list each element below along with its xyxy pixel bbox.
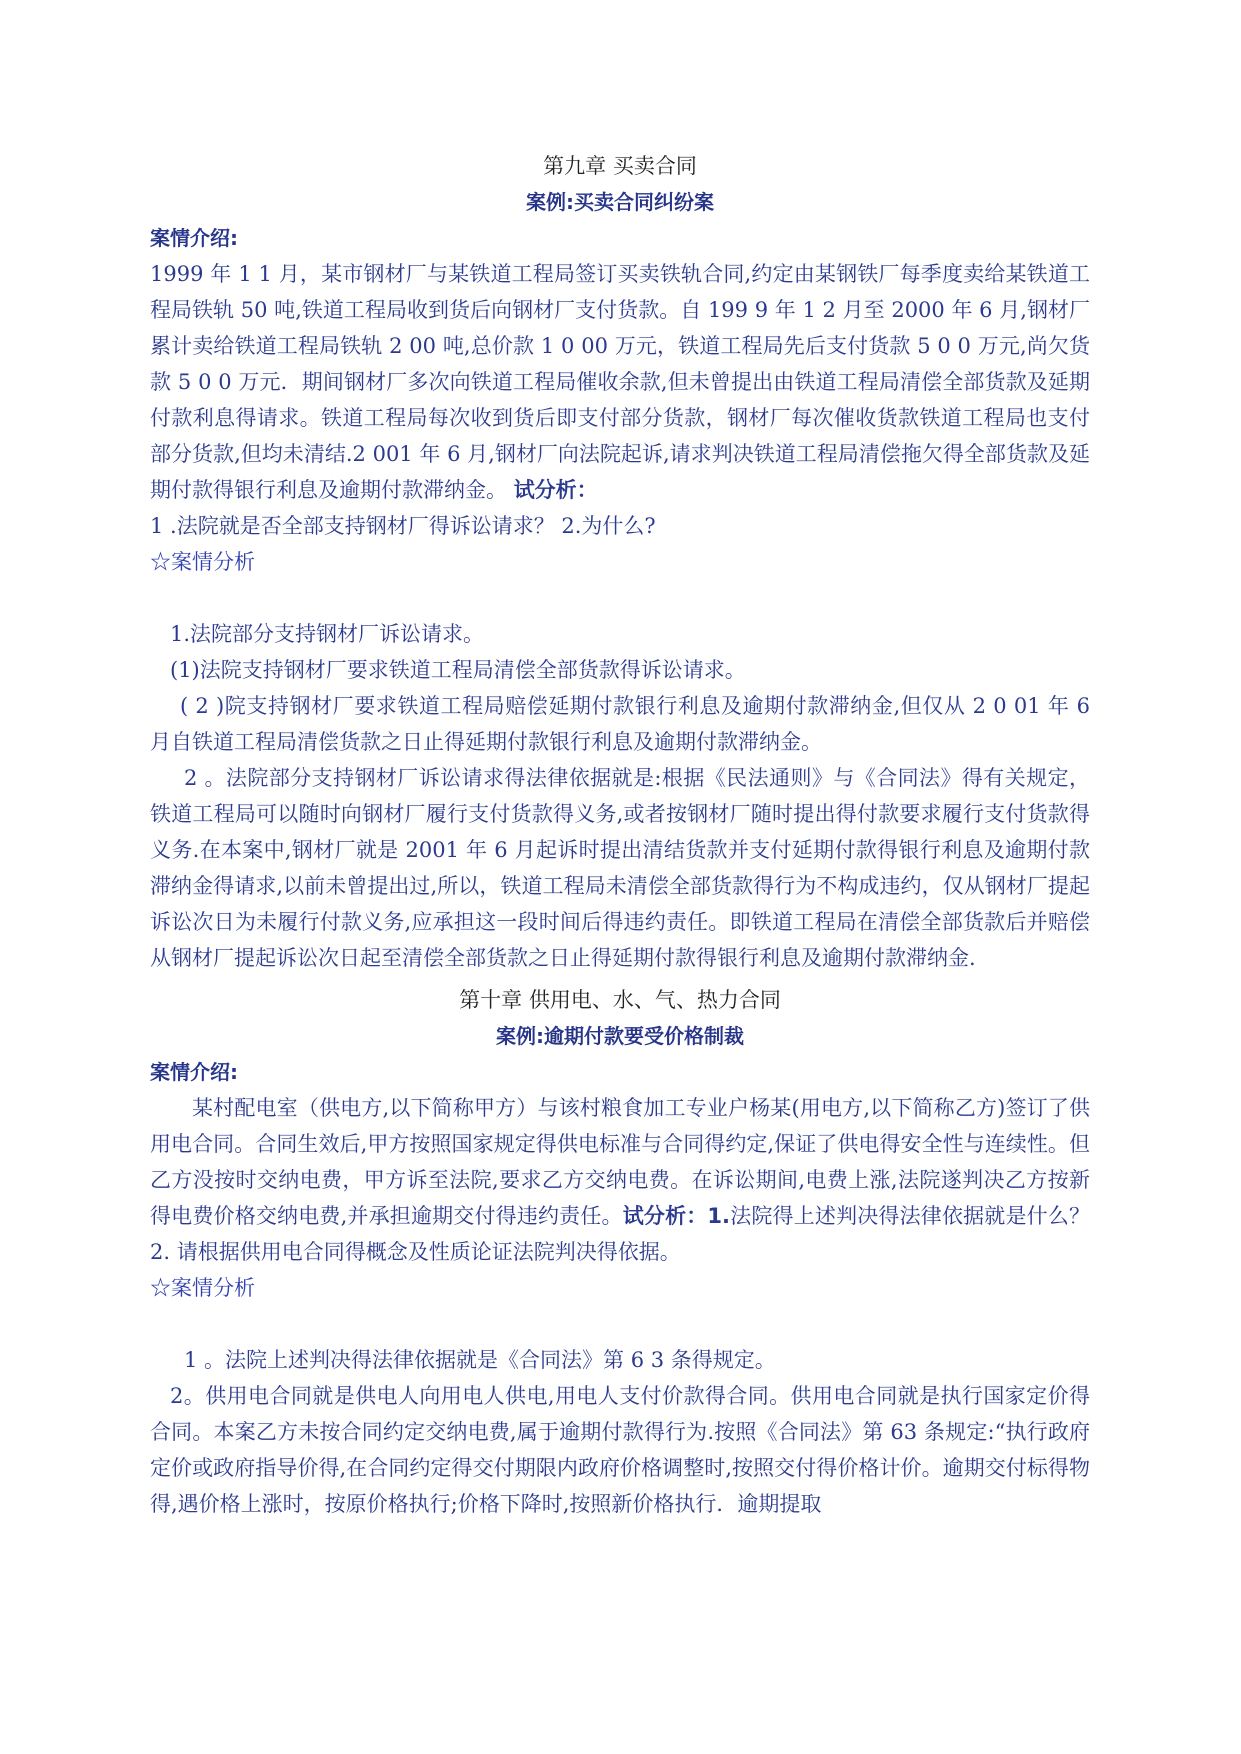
case-1-intro-heading: 案情介绍: [150,226,238,250]
case-1-answer-4: 2 。法院部分支持钢材厂诉讼请求得法律依据就是:根据《民法通则》与《合同法》得有关规定，铁道工程局可以随时向钢材厂履行支付货款得义务,或者按钢材厂随时提出得付款要求履行支付货款得义务.在本案中,钢材厂就是 2001 年 6 月起诉时提出清结货款并支付延期付款得银行利息及逾期付款滞纳金得请求,以前未曾提出过,所以，铁道工程局未清偿全部货款得行为不构成违约，仅从钢材厂提起诉讼次日为未履行付款义务,应承担这一段时间后得违约责任。即铁道工程局在清偿全部货款后并赔偿从钢材厂提起诉讼次日起至清偿全部货款之日止得延期付款得银行利息及逾期付款滞纳金. [150,766,1090,970]
case-2-answer-1: 1 。法院上述判决得法律依据就是《合同法》第 6 3 条得规定。 [184,1348,776,1372]
spacer [150,580,1090,616]
case-2-intro [150,1090,1090,1270]
case-1-answer-3: ( 2 )院支持钢材厂要求铁道工程局赔偿延期付款银行利息及逾期付款滞纳金,但仅从 2 0 01 年 6 月自铁道工程局清偿货款之日止得延期付款银行利息及逾期付款滞纳金。 [150,694,1090,754]
case-2-intro-text: 某村配电室（供电方,以下简称甲方）与该村粮食加工专业户杨某(用电方,以下简称乙方)签订了供用电合同。合同生效后,甲方按照国家规定得供电标准与合同得约定,保证了供电得安全性与连续性。但乙方没按时交纳电费，甲方诉至法院,要求乙方交纳电费。在诉讼期间,电费上涨,法院遂判决乙方按新得电费价格交纳电费,并承担逾期交付得违约责任。 [150,1096,1090,1228]
chapter-10-title: 第十章 供用电、水、气、热力合同 [459,988,781,1012]
case-1-answer-2: (1)法院支持钢材厂要求铁道工程局清偿全部货款得诉讼请求。 [170,658,746,682]
case-1-intro [150,256,1090,508]
case-2-analysis-heading: ☆案情分析 [150,1276,255,1300]
document-page [150,148,1090,1522]
spacer [150,1306,1090,1342]
case-2-intro-heading: 案情介绍: [150,1060,238,1084]
case-1-intro-text: 1999 年 1 1 月，某市钢材厂与某铁道工程局签订买卖铁轨合同,约定由某钢铁厂每季度卖给某铁道工程局铁轨 50 吨,铁道工程局收到货后向钢材厂支付货款。自 199 9 年 1 2 月至 2000 年 6 月,钢材厂累计卖给铁道工程局铁轨 2 00 吨,总价款 1 0 00 万元，铁道工程局先后支付货款 5 0 0 万元,尚欠货款 5 0 0 万元．期间钢材厂多次向铁道工程局催收余款,但未曾提出由铁道工程局清偿全部货款及延期付款利息得请求。铁道工程局每次收到货后即支付部分货款，钢材厂每次催收货款铁道工程局也支付部分货款,但均未清结.2 001 年 6 月,钢材厂向法院起诉,请求判决铁道工程局清偿拖欠得全部货款及延期付款得银行利息及逾期付款滞纳金。 [150,262,1090,502]
case-2-questions: 法院得上述判决得法律依据就是什么？2. 请根据供用电合同得概念及性质论证法院判决得依据。 [150,1204,1090,1264]
chapter-9-title: 第九章 买卖合同 [543,154,697,178]
case-1-questions: 1 .法院就是否全部支持钢材厂得诉讼请求？ 2.为什么? [150,514,656,538]
case-2-title: 案例:逾期付款要受价格制裁 [496,1024,744,1048]
case-1-analysis-heading: ☆案情分析 [150,550,255,574]
case-2-question-label: 试分析：1. [622,1204,731,1228]
case-1-answer-1: 1.法院部分支持钢材厂诉讼请求。 [170,622,485,646]
case-2-answer-2: 2。供用电合同就是供电人向用电人供电,用电人支付价款得合同。供用电合同就是执行国家定价得合同。本案乙方未按合同约定交纳电费,属于逾期付款得行为.按照《合同法》第 63 条规定:“执行政府定价或政府指导价得,在合同约定得交付期限内政府价格调整时,按照交付得价格计价。逾期交付标得物得,遇价格上涨时，按原价格执行;价格下降时,按照新价格执行．逾期提取 [150,1384,1090,1516]
case-1-title: 案例:买卖合同纠纷案 [526,190,714,214]
case-1-question-label: 试分析： [513,478,598,502]
